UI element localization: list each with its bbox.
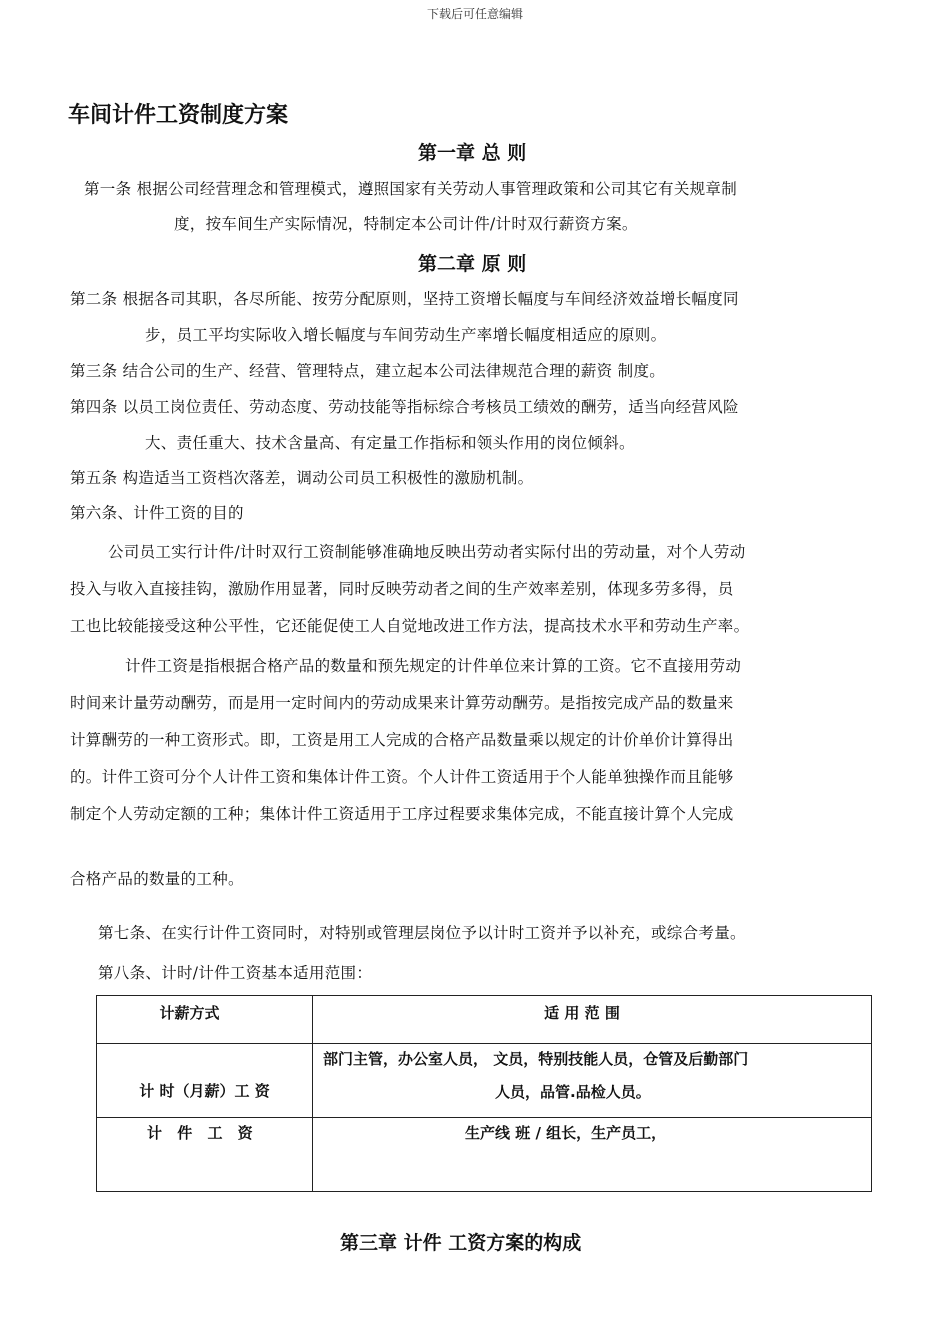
purpose-paragraph-line-3: 工也比较能接受这种公平性，它还能促使工人自觉地改进工作方法，提高技术水平和劳动生产率。 xyxy=(70,617,750,635)
article-7: 第七条、在实行计件工资同时，对特别或管理层岗位予以计时工资并予以补充，或综合考量。 xyxy=(98,924,746,942)
table-cell xyxy=(97,1044,313,1118)
table-header-cell xyxy=(97,996,313,1044)
article-6: 第六条、计件工资的目的 xyxy=(70,504,244,522)
header-note: 下载后可任意编辑 xyxy=(426,7,523,21)
table-row xyxy=(97,1118,872,1192)
article-8: 第八条、计时/计件工资基本适用范围： xyxy=(98,964,373,982)
article-5: 第五条 构造适当工资档次落差，调动公司员工积极性的激励机制。 xyxy=(70,469,534,487)
article-4-line-2: 大、责任重大、技术含量高、有定量工作指标和领头作用的岗位倾斜。 xyxy=(145,434,635,452)
definition-paragraph-line-1: 计件工资是指根据合格产品的数量和预先规定的计件单位来计算的工资。它不直接用劳动 xyxy=(125,657,742,675)
row2-method: 计 件 工 资 xyxy=(147,1124,253,1142)
row1-method: 计 时（月薪）工 资 xyxy=(139,1082,270,1100)
document-title: 车间计件工资制度方案 xyxy=(68,103,289,128)
definition-paragraph-line-3: 计算酬劳的一种工资形式。即，工资是用工人完成的合格产品数量乘以规定的计价单价计算得出 xyxy=(70,731,734,749)
row1-scope-line-2: 人员，品管.品检人员。 xyxy=(495,1083,651,1101)
table-header-cell xyxy=(313,996,872,1044)
chapter-heading-3: 第三章 计件 工资方案的构成 xyxy=(340,1232,582,1254)
chapter-heading-2: 第二章 原 则 xyxy=(418,253,527,275)
purpose-paragraph-line-1: 公司员工实行计件/计时双行工资制能够准确地反映出劳动者实际付出的劳动量，对个人劳动 xyxy=(108,543,746,561)
definition-paragraph-line-4: 的。计件工资可分个人计件工资和集体计件工资。个人计件工资适用于个人能单独操作而且能够 xyxy=(70,768,734,786)
table-header-row xyxy=(97,996,872,1044)
table-cell xyxy=(313,1044,872,1118)
table-cell xyxy=(313,1118,872,1192)
definition-paragraph-line-6: 合格产品的数量的工种。 xyxy=(70,870,244,888)
chapter-heading-1: 第一章 总 则 xyxy=(418,142,527,164)
row1-scope-line-1: 部门主管，办公室人员， 文员，特别技能人员，仓管及后勤部门 xyxy=(323,1050,749,1068)
purpose-paragraph-line-2: 投入与收入直接挂钩，激励作用显著，同时反映劳动者之间的生产效率差别，体现多劳多得，员 xyxy=(70,580,734,598)
table-row xyxy=(97,1044,872,1118)
header-method-label: 计薪方式 xyxy=(159,1004,220,1022)
pay-scope-table xyxy=(96,995,872,1192)
definition-paragraph-line-5: 制定个人劳动定额的工种；集体计件工资适用于工序过程要求集体完成，不能直接计算个人完成 xyxy=(70,805,734,823)
article-3: 第三条 结合公司的生产、经营、管理特点，建立起本公司法律规范合理的薪资 制度。 xyxy=(70,362,666,380)
article-2-line-2: 步，员工平均实际收入增长幅度与车间劳动生产率增长幅度相适应的原则。 xyxy=(145,326,667,344)
article-1-line-1: 第一条 根据公司经营理念和管理模式，遵照国家有关劳动人事管理政策和公司其它有关规章制 xyxy=(84,180,738,198)
article-2-line-1: 第二条 根据各司其职，各尽所能、按劳分配原则，坚持工资增长幅度与车间经济效益增长幅度同 xyxy=(70,290,739,308)
article-4-line-1: 第四条 以员工岗位责任、劳动态度、劳动技能等指标综合考核员工绩效的酬劳，适当向经营风险 xyxy=(70,398,739,416)
article-1-line-2: 度，按车间生产实际情况，特制定本公司计件/计时双行薪资方案。 xyxy=(174,215,638,233)
definition-paragraph-line-2: 时间来计量劳动酬劳，而是用一定时间内的劳动成果来计算劳动酬劳。是指按完成产品的数量来 xyxy=(70,694,734,712)
row2-scope: 生产线 班 / 组长，生产员工， xyxy=(465,1124,667,1142)
header-scope-label: 适 用 范 围 xyxy=(544,1004,620,1022)
table-cell xyxy=(97,1118,313,1192)
